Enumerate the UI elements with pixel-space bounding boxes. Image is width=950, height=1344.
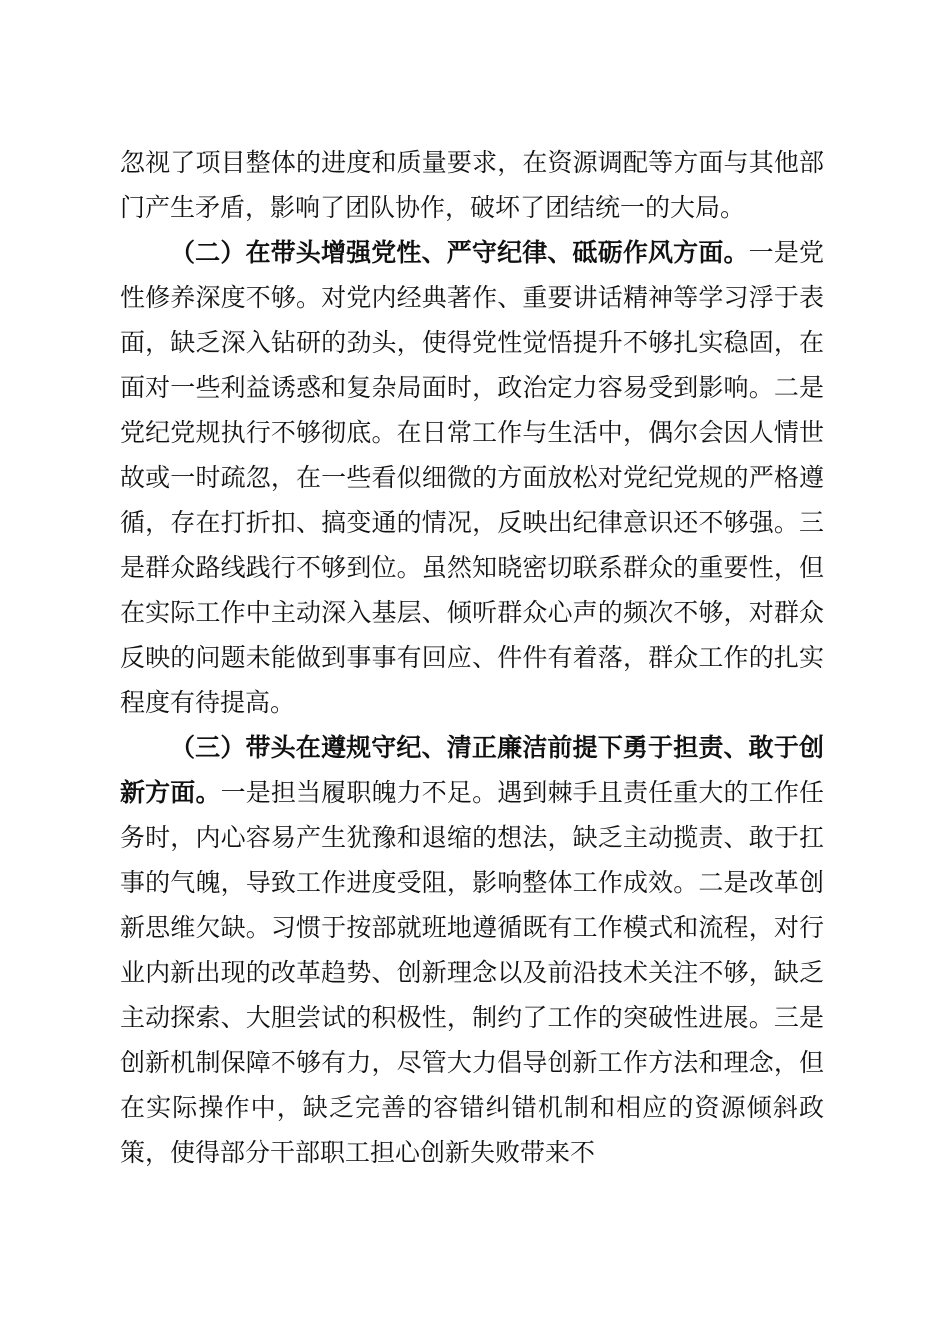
paragraph-continuation <box>120 140 824 230</box>
section-heading-three: （三）带头在遵规守纪、清正廉洁前提下勇于担责、敢于创新方面。 <box>120 733 824 807</box>
paragraph-section-three <box>120 725 824 1175</box>
paragraph-text: 一是党性修养深度不够。对党内经典著作、重要讲话精神等学习浮于表面，缺乏深入钻研的劲头，使得党性觉悟提升不够扎实稳固，在面对一些利益诱惑和复杂局面时，政治定力容易受到影响。二是党纪党规执行不够彻底。在日常工作与生活中，偶尔会因人情世故或一时疏忽，在一些看似细微的方面放松对党纪党规的严格遵循，存在打折扣、搞变通的情况，反映出纪律意识还不够强。三是群众路线践行不够到位。虽然知晓密切联系群众的重要性，但在实际工作中主动深入基层、倾听群众心声的频次不够，对群众反映的问题未能做到事事有回应、件件有着落，群众工作的扎实程度有待提高。 <box>120 238 824 717</box>
paragraph-section-two <box>120 230 824 725</box>
document-body <box>120 140 824 1175</box>
paragraph-text: 忽视了项目整体的进度和质量要求，在资源调配等方面与其他部门产生矛盾，影响了团队协作，破坏了团结统一的大局。 <box>120 148 824 222</box>
paragraph-text: 一是担当履职魄力不足。遇到棘手且责任重大的工作任务时，内心容易产生犹豫和退缩的想法，缺乏主动揽责、敢于扛事的气魄，导致工作进度受阻，影响整体工作成效。二是改革创新思维欠缺。习惯于按部就班地遵循既有工作模式和流程，对行业内新出现的改革趋势、创新理念以及前沿技术关注不够，缺乏主动探索、大胆尝试的积极性，制约了工作的突破性进展。三是创新机制保障不够有力，尽管大力倡导创新工作方法和理念，但在实际操作中，缺乏完善的容错纠错机制和相应的资源倾斜政策，使得部分干部职工担心创新失败带来不 <box>120 778 824 1167</box>
section-heading-two: （二）在带头增强党性、严守纪律、砥砺作风方面。 <box>170 238 749 267</box>
